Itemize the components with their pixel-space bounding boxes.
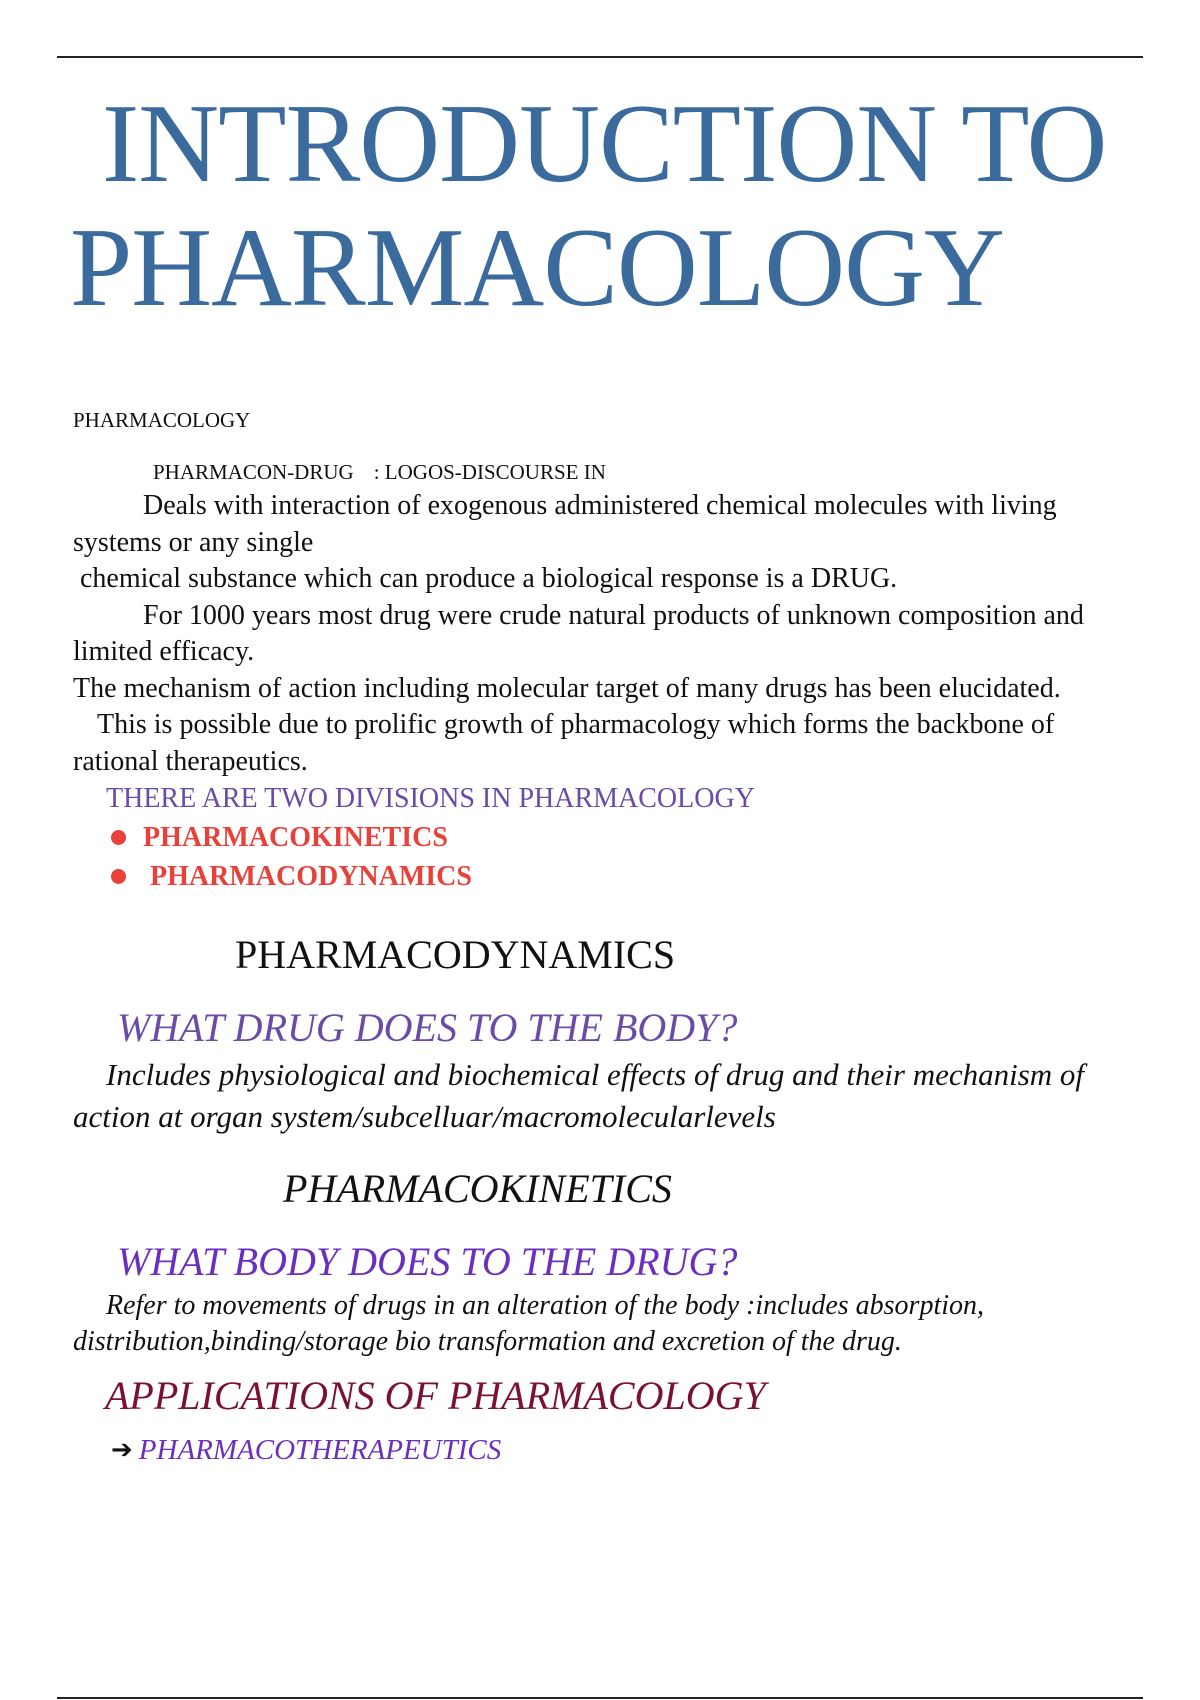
application-label: PHARMACOTHERAPEUTICS [138,1434,502,1466]
list-item [111,857,1133,896]
etymology-part-1: PHARMACON-DRUG [153,460,354,484]
etymology-line [153,456,1133,488]
paragraph-history: For 1000 years most drug were crude natural products of unknown composition and limited efficacy. [73,599,1084,667]
title-line-1: INTRODUCTION TO [102,82,1107,206]
division-label: PHARMACODYNAMICS [150,861,472,892]
list-item [111,1430,1133,1470]
pharmacokinetics-question: WHAT BODY DOES TO THE DRUG? [117,1239,738,1284]
paragraph-definition-continued: chemical substance which can produce a biological response is a DRUG. [80,563,898,594]
list-item [111,818,1133,857]
applications-heading: APPLICATIONS OF PHARMACOLOGY [105,1373,766,1418]
division-label: PHARMACOKINETICS [143,822,448,853]
title-line-2: PHARMACOLOGY [70,206,1004,330]
paragraph-growth: This is possible due to prolific growth of pharmacology which forms the backbone of rational therapeutics. [73,709,1055,777]
pharmacodynamics-description [73,1054,1133,1138]
divisions-heading: THERE ARE TWO DIVISIONS IN PHARMACOLOGY [106,783,755,814]
pharmacodynamics-question: WHAT DRUG DOES TO THE BODY? [117,1005,738,1050]
pharmacodynamics-heading: PHARMACODYNAMICS [235,932,676,977]
bottom-rule [57,1697,1143,1699]
pharmacodynamics-description-text: Includes physiological and biochemical effects of drug and their mechanism of action at organ system/subcelluar/macromolecularlevels [73,1057,1085,1134]
pharmacokinetics-heading: PHARMACOKINETICS [283,1166,672,1211]
document-body [73,404,1133,1470]
etymology-part-2: : LOGOS-DISCOURSE IN [373,460,606,484]
section-label: PHARMACOLOGY [73,408,251,432]
top-rule [57,56,1143,58]
divisions-list [73,818,1133,896]
paragraph-definition: Deals with interaction of exogenous administered chemical molecules with living systems or any single [73,490,1057,558]
bullet-icon [111,830,126,845]
pharmacokinetics-description [73,1288,1133,1360]
paragraph-mechanism: The mechanism of action including molecular target of many drugs has been elucidated. [73,672,1061,704]
right-arrow-icon: ➔ [111,1435,133,1465]
document-title [70,82,1106,330]
bullet-icon [111,869,126,884]
pharmacokinetics-description-text: Refer to movements of drugs in an alteration of the body :includes absorption, distribution,binding/storage bio transformation and excretion of the drug. [73,1290,985,1357]
